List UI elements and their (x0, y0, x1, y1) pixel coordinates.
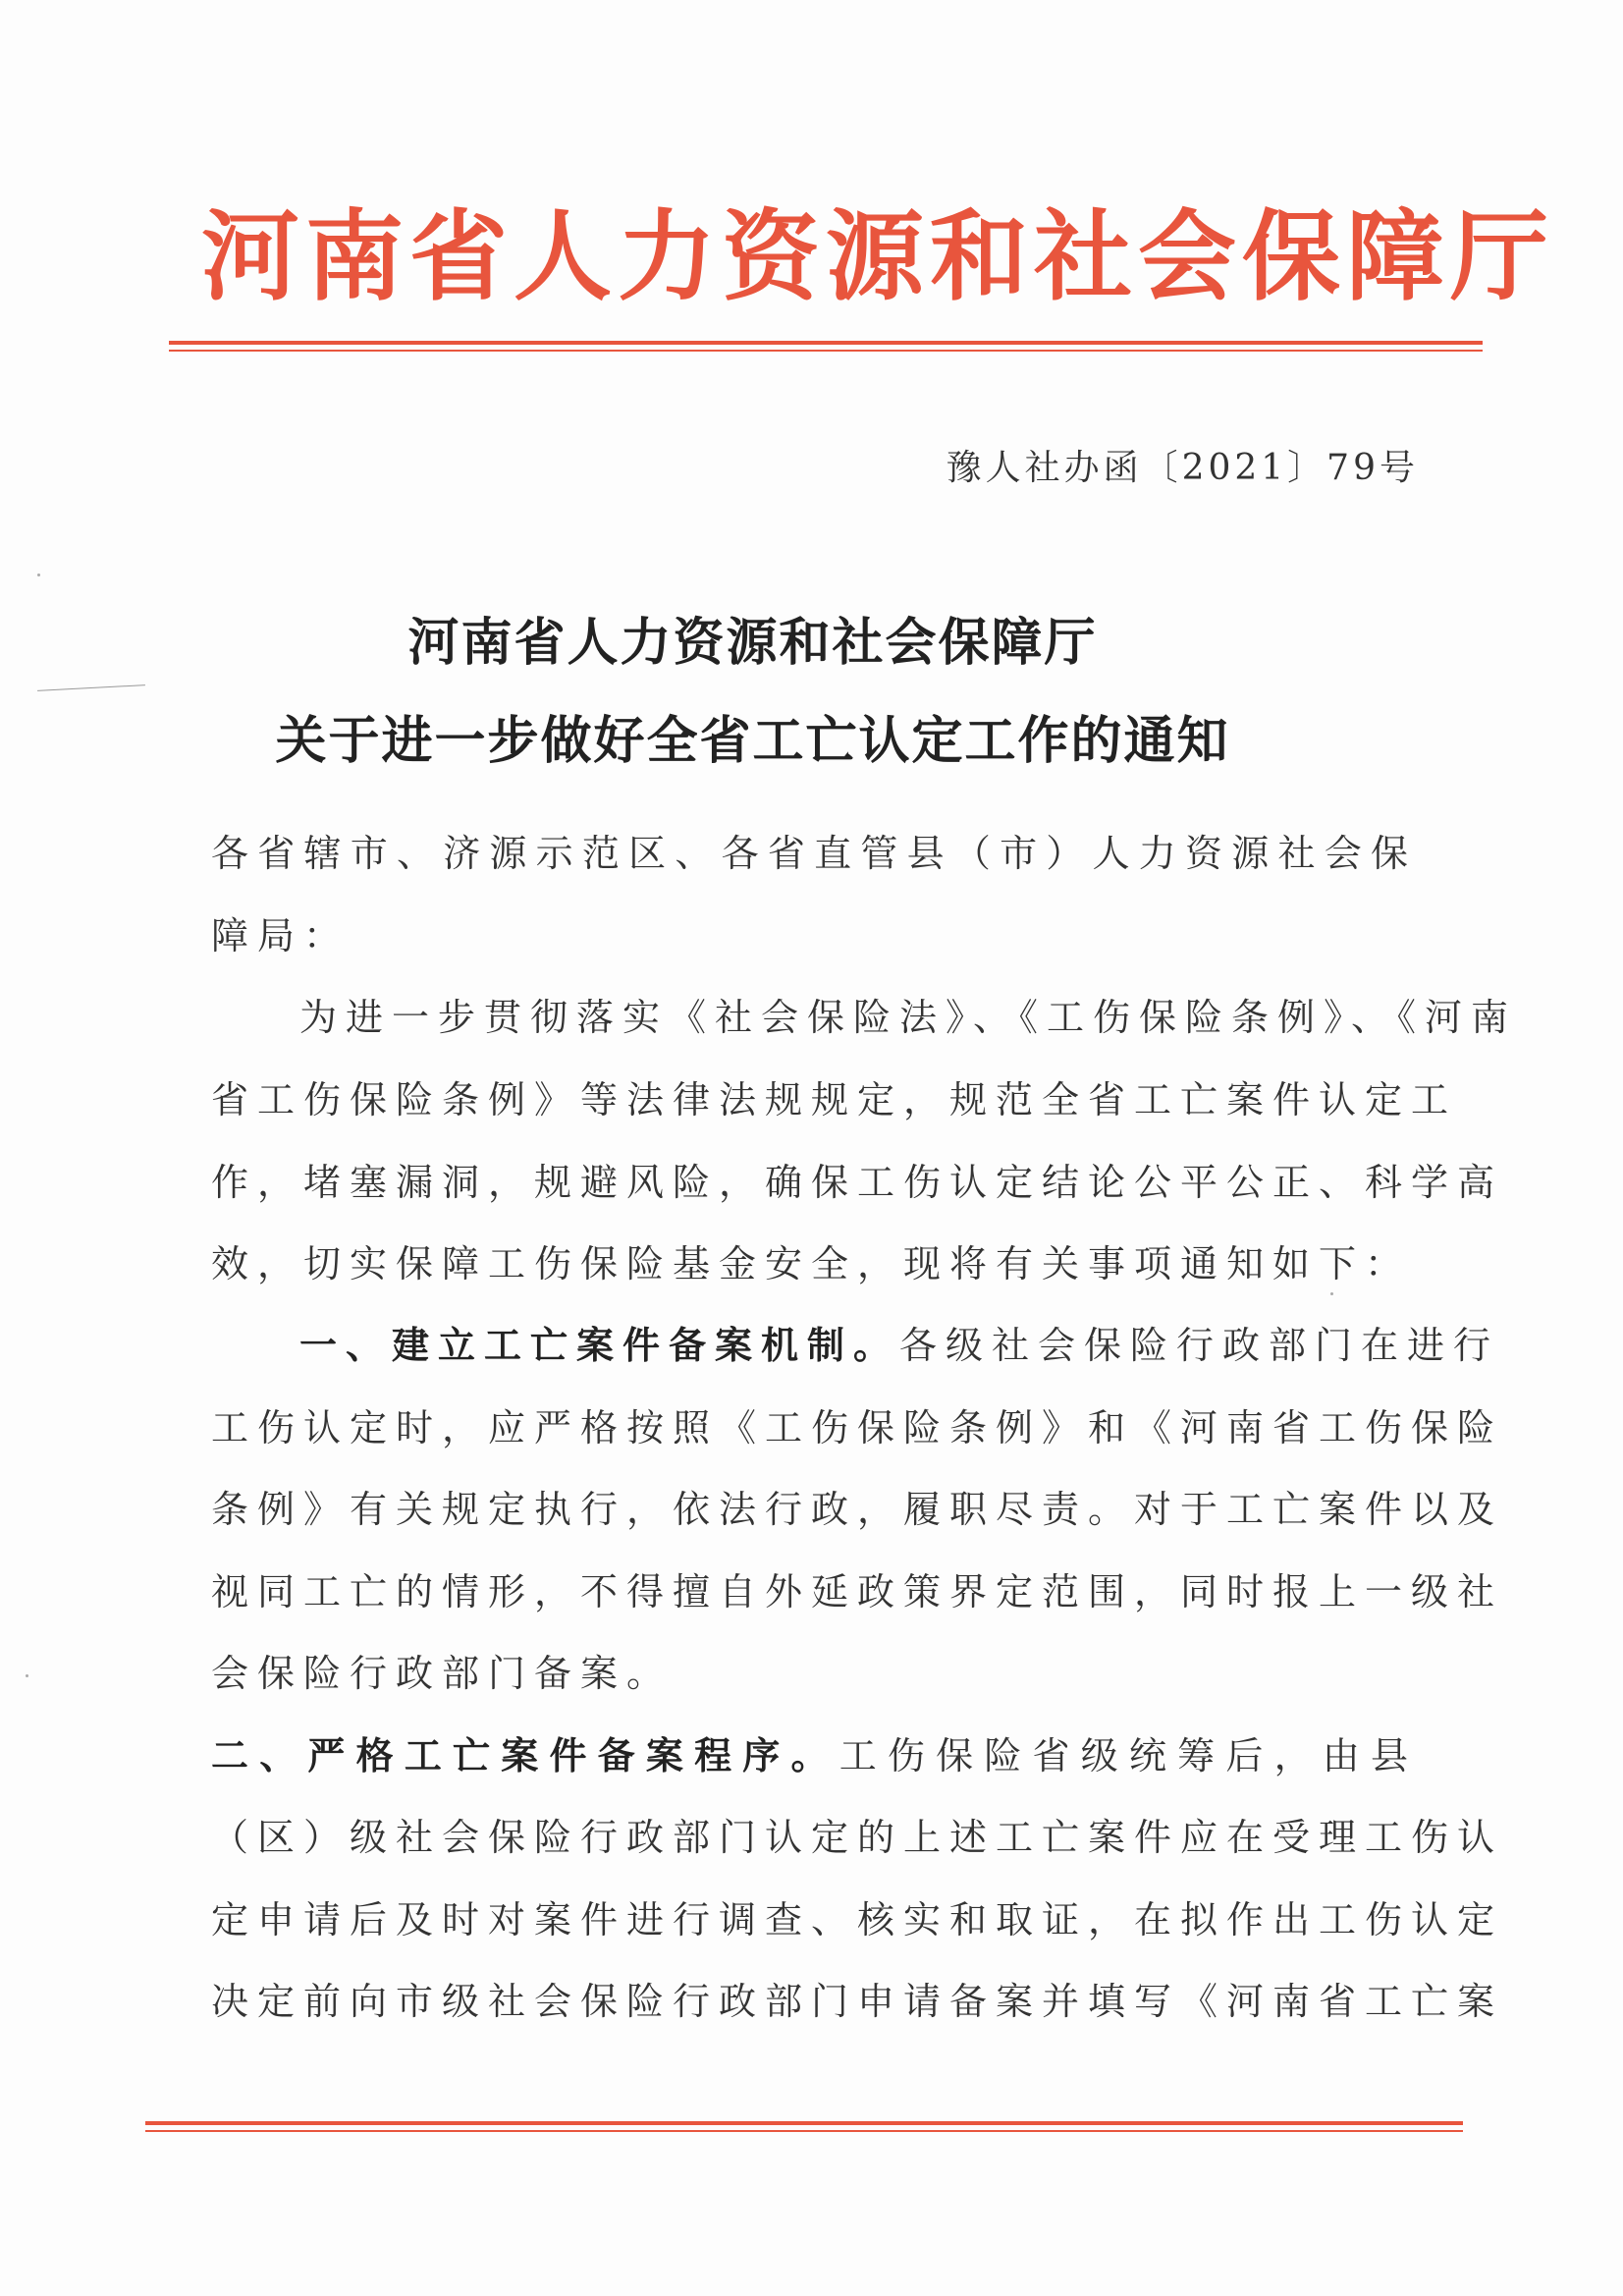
body-line-addressee-end: 障局： (211, 914, 351, 957)
section-2-heading: 二、严格工亡案件备案程序。 (211, 1733, 839, 1777)
footer-rule (145, 2121, 1463, 2125)
body-line: （区）级社会保险行政部门认定的上述工亡案件应在受理工伤认 (211, 1816, 1504, 1859)
body-line: 省工伤保险条例》等法律法规规定，规范全省工亡案件认定工 (211, 1078, 1458, 1121)
scan-speck (37, 574, 40, 576)
body-line: 为进一步贯彻落实《社会保险法》、《工伤保险条例》、《河南 (299, 996, 1518, 1039)
notice-title-line-2: 关于进一步做好全省工亡认定工作的通知 (275, 711, 1230, 771)
body-line: 条例》有关规定执行，依法行政，履职尽责。对于工亡案件以及 (211, 1488, 1504, 1531)
body-line: 决定前向市级社会保险行政部门申请备案并填写《河南省工亡案 (211, 1980, 1504, 2023)
body-line: 会保险行政部门备案。 (211, 1652, 674, 1695)
body-line: 定申请后及时对案件进行调查、核实和取证，在拟作出工伤认定 (211, 1898, 1504, 1941)
scan-speck (1330, 1292, 1333, 1295)
document-number: 豫人社办函〔2021〕79号 (946, 448, 1419, 488)
scan-speck (26, 1674, 28, 1677)
masthead-rule (169, 341, 1483, 345)
section-1-first-line (299, 1315, 1500, 1369)
footer-rule-thin (145, 2130, 1463, 2132)
section-1-heading: 一、建立工亡案件备案机制。 (299, 1323, 900, 1367)
body-line: 视同工亡的情形，不得擅自外延政策界定范围，同时报上一级社 (211, 1570, 1504, 1613)
body-line: 工伤认定时，应严格按照《工伤保险条例》和《河南省工伤保险 (211, 1406, 1504, 1449)
notice-title-line-1: 河南省人力资源和社会保障厅 (407, 613, 1098, 673)
body-line: 效，切实保障工伤保险基金安全，现将有关事项通知如下： (211, 1242, 1412, 1285)
section-2-first-line (211, 1725, 1417, 1779)
masthead-rule-thin (169, 350, 1483, 352)
body-line: 作，堵塞漏洞，规避风险，确保工伤认定结论公平公正、科学高 (211, 1161, 1504, 1204)
body-line-addressee: 各省辖市、济源示范区、各省直管县（市）人力资源社会保 (211, 832, 1417, 875)
section-1-text: 各级社会保险行政部门在进行 (899, 1324, 1500, 1367)
scan-mark (37, 684, 145, 691)
masthead-title: 河南省人力资源和社会保障厅 (201, 199, 1554, 314)
section-2-text: 工伤保险省级统筹后，由县 (839, 1734, 1417, 1777)
